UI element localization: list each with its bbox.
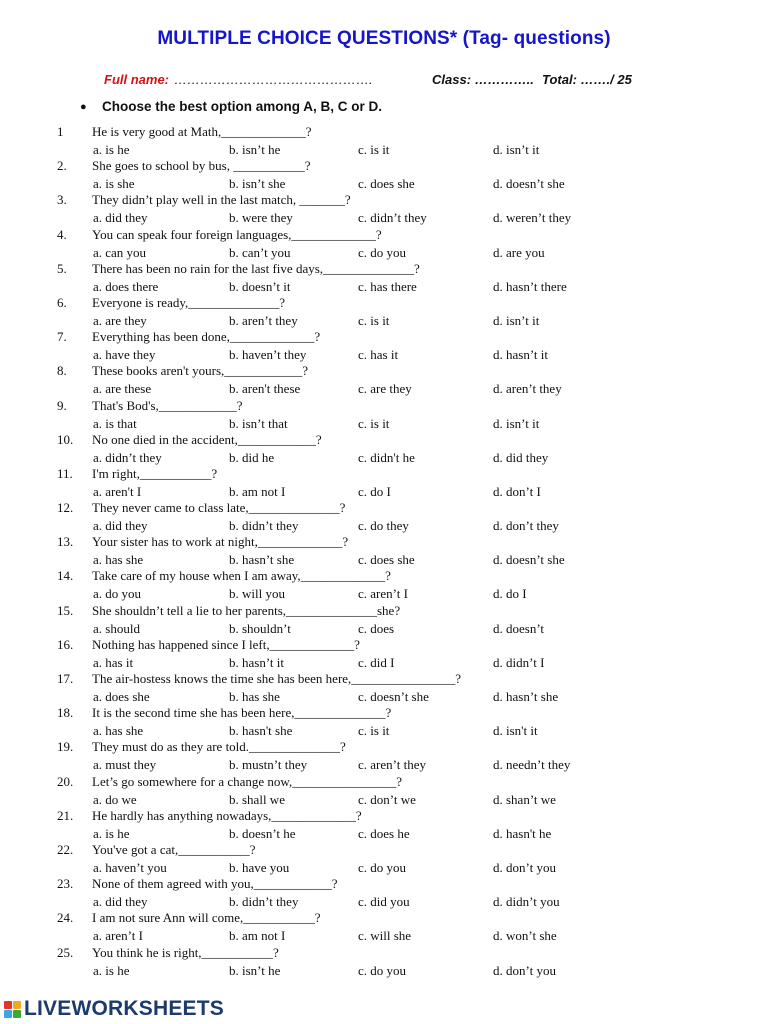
option-a[interactable]: a. is she: [93, 176, 135, 192]
question-line: [0, 192, 768, 209]
answer-options: [0, 416, 768, 432]
option-d[interactable]: d. isn't it: [493, 723, 538, 739]
option-b[interactable]: b. has she: [229, 689, 280, 704]
question-item: [0, 568, 768, 602]
option-c[interactable]: c. does he: [358, 825, 410, 841]
option-a[interactable]: a. did they: [93, 210, 148, 226]
question-item: [0, 192, 768, 226]
option-d[interactable]: d. are you: [493, 244, 545, 260]
answer-options: [0, 757, 768, 773]
logo-square-blue: [4, 1010, 12, 1018]
option-d[interactable]: d. don’t they: [493, 518, 559, 534]
option-d[interactable]: d. weren’t they: [493, 210, 572, 226]
option-a[interactable]: a. is that: [93, 415, 137, 431]
question-number: 7.: [57, 329, 67, 345]
question-item: [0, 329, 768, 363]
question-text: That's Bod's,____________?: [92, 397, 243, 413]
option-d[interactable]: d. hasn't he: [493, 825, 552, 841]
question-text: Nothing has happened since I left,_____________?: [92, 636, 360, 652]
option-a[interactable]: a. do you: [93, 586, 142, 602]
option-d[interactable]: d. aren’t they: [493, 381, 562, 397]
option-a[interactable]: a. does she: [93, 689, 150, 704]
option-c[interactable]: c. aren’t I: [358, 586, 408, 602]
option-b[interactable]: b. shall we: [229, 791, 285, 807]
option-c[interactable]: c. will she: [358, 928, 412, 944]
option-d[interactable]: d. didn’t you: [493, 894, 560, 910]
option-c[interactable]: c. do you: [358, 962, 407, 978]
class-label[interactable]: Class: …………..: [432, 72, 534, 87]
liveworksheets-logo-icon: [4, 1001, 21, 1018]
option-c[interactable]: c. doesn’t she: [358, 689, 429, 704]
question-number: 13.: [57, 534, 74, 550]
option-a[interactable]: a. has she: [93, 723, 144, 739]
option-c[interactable]: c. has there: [358, 278, 417, 294]
option-b[interactable]: b. am not I: [229, 483, 286, 499]
question-number: 19.: [57, 739, 74, 755]
question-text: They must do as they are told.______________?: [92, 739, 346, 755]
question-item: [0, 842, 768, 876]
question-number: 23.: [57, 876, 74, 892]
question-item: [0, 534, 768, 568]
full-name-blank[interactable]: ……………………………………….: [174, 72, 373, 87]
question-number: 3.: [57, 192, 67, 208]
option-b[interactable]: b. aren't these: [229, 381, 301, 397]
question-number: 8.: [57, 363, 67, 379]
question-line: [0, 842, 768, 859]
question-item: [0, 227, 768, 261]
question-number: 15.: [57, 602, 74, 618]
question-number: 14.: [57, 568, 74, 584]
question-line: [0, 774, 768, 791]
option-b[interactable]: b. will you: [229, 586, 285, 602]
question-item: [0, 774, 768, 808]
option-c[interactable]: c. does she: [358, 176, 415, 192]
question-line: [0, 227, 768, 244]
answer-options: [0, 279, 768, 295]
question-item: [0, 945, 768, 979]
option-b[interactable]: b. mustn’t they: [229, 757, 308, 773]
full-name-label: Full name:: [104, 72, 170, 87]
question-number: 22.: [57, 841, 74, 857]
question-line: [0, 398, 768, 415]
option-a[interactable]: a. does there: [93, 278, 159, 294]
question-text: They didn’t play well in the last match, _______?: [92, 192, 351, 208]
student-info-header: [104, 72, 724, 90]
question-item: [0, 124, 768, 158]
question-line: [0, 603, 768, 620]
answer-options: [0, 826, 768, 842]
option-a[interactable]: a. are they: [93, 312, 147, 328]
question-number: 5.: [57, 260, 67, 276]
option-b[interactable]: b. can’t you: [229, 244, 291, 260]
option-d[interactable]: d. needn’t they: [493, 757, 571, 773]
option-c[interactable]: c. didn’t they: [358, 210, 427, 226]
option-a[interactable]: a. has it: [93, 654, 134, 670]
question-item: [0, 295, 768, 329]
answer-options: [0, 723, 768, 739]
answer-options: [0, 689, 768, 705]
question-line: [0, 945, 768, 962]
question-number: 9.: [57, 397, 67, 413]
question-item: [0, 500, 768, 534]
option-a[interactable]: a. did they: [93, 518, 148, 534]
option-b[interactable]: b. shouldn’t: [229, 620, 291, 636]
question-line: [0, 432, 768, 449]
question-text: Everything has been done,_____________?: [92, 329, 321, 345]
option-c[interactable]: c. do they: [358, 518, 409, 534]
question-text: There has been no rain for the last five days,______________?: [92, 260, 420, 276]
answer-options: [0, 450, 768, 466]
question-item: [0, 739, 768, 773]
answer-options: [0, 792, 768, 808]
option-d[interactable]: d. didn’t I: [493, 654, 545, 670]
page-title: MULTIPLE CHOICE QUESTIONS* (Tag- questions): [157, 28, 611, 49]
question-number: 20.: [57, 773, 74, 789]
option-a[interactable]: a. should: [93, 620, 140, 636]
question-item: [0, 158, 768, 192]
question-number: 18.: [57, 705, 74, 721]
option-c[interactable]: c. aren’t they: [358, 757, 426, 773]
question-number: 6.: [57, 294, 67, 310]
answer-options: [0, 655, 768, 671]
option-c[interactable]: c. didn't he: [358, 449, 415, 465]
question-text: I am not sure Ann will come,___________?: [92, 910, 321, 926]
question-line: [0, 534, 768, 551]
option-d[interactable]: d. isn’t it: [493, 142, 540, 157]
option-a[interactable]: a. is he: [93, 825, 130, 841]
bullet-icon: ●: [80, 101, 87, 113]
option-a[interactable]: a. can you: [93, 244, 147, 260]
option-d[interactable]: d. did they: [493, 449, 549, 465]
question-text: No one died in the accident,____________?: [92, 431, 322, 447]
answer-options: [0, 313, 768, 329]
option-c[interactable]: c. did I: [358, 654, 395, 670]
option-d[interactable]: d. shan’t we: [493, 791, 556, 807]
question-text: He hardly has anything nowadays,_____________?: [92, 807, 362, 823]
question-text: Your sister has to work at night,_____________?: [92, 534, 349, 550]
question-text: None of them agreed with you,____________?: [92, 876, 338, 892]
option-a[interactable]: a. did they: [93, 894, 148, 910]
question-line: [0, 671, 768, 688]
question-item: [0, 705, 768, 739]
question-line: [0, 295, 768, 312]
question-line: [0, 910, 768, 927]
question-line: [0, 124, 768, 141]
option-b[interactable]: b. have you: [229, 859, 290, 875]
question-text: Let’s go somewhere for a change now,________________?: [92, 773, 402, 789]
option-b[interactable]: b. did he: [229, 449, 275, 465]
question-item: [0, 261, 768, 295]
question-text: You've got a cat,___________?: [92, 841, 256, 857]
option-c[interactable]: c. is it: [358, 723, 390, 739]
option-a[interactable]: a. aren't I: [93, 483, 142, 499]
option-d[interactable]: d. doesn’t she: [493, 176, 565, 192]
question-line: [0, 329, 768, 346]
question-item: [0, 671, 768, 705]
question-text: She goes to school by bus, ___________?: [92, 158, 311, 174]
question-text: You can speak four foreign languages,_____________?: [92, 226, 382, 242]
option-a[interactable]: a. haven’t you: [93, 859, 167, 875]
option-b[interactable]: b. hasn’t she: [229, 552, 295, 568]
footer-brand-text: LIVEWORKSHEETS: [24, 997, 224, 1020]
question-text: She shouldn’t tell a lie to her parents,______________she?: [92, 602, 401, 618]
option-b[interactable]: b. isn’t she: [229, 176, 286, 192]
option-b[interactable]: b. didn’t they: [229, 894, 299, 910]
option-d[interactable]: d. isn’t it: [493, 415, 540, 431]
answer-options: [0, 347, 768, 363]
option-b[interactable]: b. doesn’t it: [229, 278, 291, 294]
question-item: [0, 603, 768, 637]
option-b[interactable]: b. didn’t they: [229, 518, 299, 534]
option-c[interactable]: c. is it: [358, 312, 390, 328]
instruction-text: Choose the best option among A, B, C or D.: [102, 99, 382, 114]
option-a[interactable]: a. is he: [93, 962, 130, 978]
option-a[interactable]: a. do we: [93, 791, 137, 807]
option-c[interactable]: c. has it: [358, 347, 399, 363]
option-c[interactable]: c. do you: [358, 244, 407, 260]
option-b[interactable]: b. aren’t they: [229, 312, 298, 328]
question-text: The air-hostess knows the time she has been here,________________?: [92, 671, 462, 686]
option-d[interactable]: d. isn’t it: [493, 312, 540, 328]
question-text: You think he is right,___________?: [92, 944, 279, 960]
question-number: 11.: [57, 465, 73, 481]
option-a[interactable]: a. must they: [93, 757, 157, 773]
option-d[interactable]: d. don’t I: [493, 483, 541, 499]
option-b[interactable]: b. isn’t that: [229, 415, 288, 431]
question-line: [0, 500, 768, 517]
question-line: [0, 808, 768, 825]
option-d[interactable]: d. do I: [493, 586, 527, 602]
question-text: He is very good at Math,_____________?: [92, 124, 312, 139]
option-b[interactable]: b. haven’t they: [229, 347, 307, 363]
question-number: 25.: [57, 944, 74, 960]
question-number: 4.: [57, 226, 67, 242]
question-text: I'm right,___________?: [92, 465, 218, 481]
instruction: [80, 99, 382, 114]
question-line: [0, 568, 768, 585]
option-d[interactable]: d. don’t you: [493, 859, 556, 875]
question-number: 12.: [57, 500, 74, 516]
option-a[interactable]: a. is he: [93, 142, 130, 157]
option-b[interactable]: b. am not I: [229, 928, 286, 944]
question-item: [0, 910, 768, 944]
option-c[interactable]: c. does: [358, 620, 395, 636]
option-c[interactable]: c. are they: [358, 381, 412, 397]
answer-options: [0, 176, 768, 192]
option-d[interactable]: d. hasn’t it: [493, 347, 549, 363]
option-d[interactable]: d. don’t you: [493, 962, 556, 978]
question-text: They never came to class late,______________?: [92, 500, 346, 516]
question-line: [0, 466, 768, 483]
answer-options: [0, 381, 768, 397]
logo-square-red: [4, 1001, 12, 1009]
option-c[interactable]: c. do I: [358, 483, 391, 499]
option-b[interactable]: b. isn’t he: [229, 142, 281, 157]
question-number: 21.: [57, 807, 74, 823]
answer-options: [0, 586, 768, 602]
question-text: Take care of my house when I am away,_____________?: [92, 568, 391, 584]
option-b[interactable]: b. were they: [229, 210, 293, 226]
question-number: 24.: [57, 910, 74, 926]
question-line: [0, 637, 768, 654]
answer-options: [0, 552, 768, 568]
question-line: [0, 739, 768, 756]
option-a[interactable]: a. didn’t they: [93, 449, 162, 465]
question-text: It is the second time she has been here,______________?: [92, 705, 392, 721]
option-a[interactable]: a. has she: [93, 552, 144, 568]
option-a[interactable]: a. are these: [93, 381, 152, 397]
option-d[interactable]: d. won’t she: [493, 928, 557, 944]
question-number: 2.: [57, 158, 67, 174]
option-c[interactable]: c. is it: [358, 142, 390, 157]
answer-options: [0, 860, 768, 876]
question-item: [0, 876, 768, 910]
option-d[interactable]: d. hasn’t there: [493, 278, 567, 294]
question-item: [0, 432, 768, 466]
question-number: 1: [57, 124, 64, 139]
question-line: [0, 876, 768, 893]
option-c[interactable]: c. does she: [358, 552, 415, 568]
answer-options: [0, 245, 768, 261]
option-c[interactable]: c. don’t we: [358, 791, 416, 807]
option-d[interactable]: d. doesn’t: [493, 620, 545, 636]
option-b[interactable]: b. hasn’t it: [229, 654, 285, 670]
question-number: 10.: [57, 431, 74, 447]
question-text: These books aren't yours,____________?: [92, 363, 309, 379]
answer-options: [0, 963, 768, 979]
answer-options: [0, 142, 768, 158]
question-item: [0, 363, 768, 397]
question-list: [0, 124, 768, 979]
total-label: Total: ……./ 25: [542, 72, 632, 87]
question-item: [0, 398, 768, 432]
question-line: [0, 705, 768, 722]
question-line: [0, 261, 768, 278]
question-item: [0, 808, 768, 842]
option-c[interactable]: c. do you: [358, 859, 407, 875]
question-number: 16.: [57, 636, 74, 652]
liveworksheets-footer: [4, 997, 224, 1021]
option-c[interactable]: c. is it: [358, 415, 390, 431]
answer-options: [0, 621, 768, 637]
question-item: [0, 637, 768, 671]
option-d[interactable]: d. hasn’t she: [493, 689, 559, 704]
option-a[interactable]: a. aren’t I: [93, 928, 143, 944]
option-a[interactable]: a. have they: [93, 347, 156, 363]
question-line: [0, 158, 768, 175]
option-b[interactable]: b. doesn’t he: [229, 825, 296, 841]
answer-options: [0, 928, 768, 944]
answer-options: [0, 484, 768, 500]
question-text: Everyone is ready,______________?: [92, 294, 286, 310]
answer-options: [0, 210, 768, 226]
logo-square-green: [13, 1010, 21, 1018]
option-b[interactable]: b. hasn't she: [229, 723, 293, 739]
answer-options: [0, 518, 768, 534]
logo-square-orange: [13, 1001, 21, 1009]
question-line: [0, 363, 768, 380]
question-number: 17.: [57, 671, 74, 686]
option-c[interactable]: c. did you: [358, 894, 410, 910]
option-d[interactable]: d. doesn’t she: [493, 552, 565, 568]
answer-options: [0, 894, 768, 910]
question-item: [0, 466, 768, 500]
option-b[interactable]: b. isn’t he: [229, 962, 281, 978]
